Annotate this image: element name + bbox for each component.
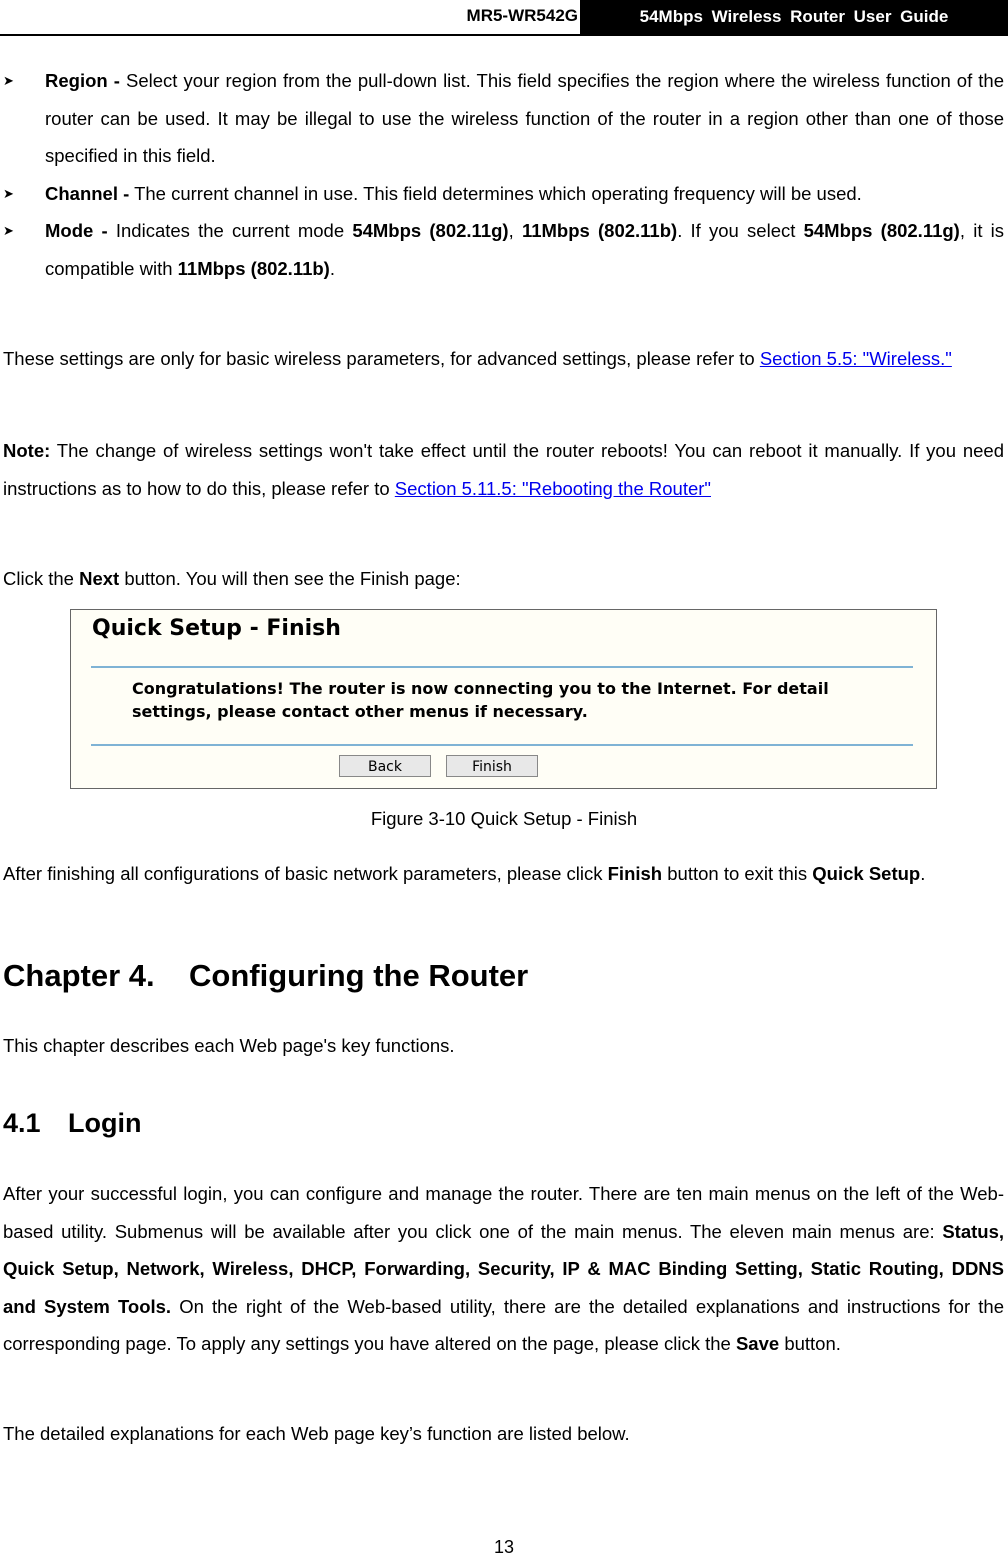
- arrow-bullet-icon: ➤: [3, 73, 14, 88]
- section-5-5-link[interactable]: Section 5.5: "Wireless.": [759, 348, 952, 369]
- header-model: MR5-WR542G: [466, 6, 578, 25]
- bullet-bold: 54Mbps (802.11g): [803, 220, 960, 241]
- bullet-text: , it is compatible with: [45, 220, 1005, 279]
- note-paragraph: [3, 432, 1004, 507]
- quick-setup-finish-figure: [70, 609, 937, 789]
- bullet-text: .: [329, 257, 335, 279]
- paragraph-text: button to exit this: [662, 863, 813, 884]
- click-next-paragraph: [3, 560, 1004, 598]
- bullet-text: The current channel in use. This field determines which operating frequency will be used.: [129, 182, 862, 204]
- section-number: 4.1: [3, 1108, 41, 1138]
- bullet-term: Channel -: [45, 182, 130, 204]
- bullet-mode: [0, 212, 1004, 287]
- paragraph-text: button. You will then see the Finish page:: [119, 568, 461, 589]
- header-rule: [0, 34, 1008, 36]
- quick-setup-term: Quick Setup: [812, 863, 921, 884]
- save-term: Save: [735, 1333, 780, 1354]
- bullet-text: Select your region from the pull-down list. This field specifies the region where the wireless function of the router can be used. It may be illegal to use the wireless function of the router in a region other than one of those specified in this field.: [45, 70, 1004, 166]
- finish-term: Finish: [607, 863, 663, 884]
- after-finish-paragraph: [3, 855, 1004, 893]
- arrow-bullet-icon: ➤: [3, 223, 14, 238]
- section-heading: [3, 1108, 141, 1139]
- note-text: The change of wireless settings won't take effect until the router reboots! You can reboot it manually. If you need instructions as to how to do this, please refer to: [3, 440, 1004, 499]
- bullet-bold: 11Mbps (802.11b): [521, 220, 678, 241]
- bullet-channel: [0, 175, 1004, 213]
- bullet-list: [0, 62, 1004, 287]
- note-label: Note:: [3, 440, 51, 461]
- bullet-term: Region -: [45, 70, 120, 91]
- bullet-text: ,: [508, 220, 522, 241]
- section-title: Login: [68, 1108, 142, 1138]
- paragraph-text: After your successful login, you can configure and manage the router. There are ten main menus on the left of the Web-based utility. Submenus will be available after you click one of the main menus. The eleven main menus are:: [3, 1183, 1004, 1242]
- figure-caption: Figure 3-10 Quick Setup - Finish: [370, 808, 638, 829]
- figure-divider: [91, 744, 913, 746]
- finish-button[interactable]: Finish: [446, 755, 538, 777]
- bullet-text: . If you select: [677, 220, 804, 241]
- bullet-bold: 11Mbps (802.11b): [177, 257, 330, 279]
- chapter-number: Chapter 4.: [3, 958, 155, 993]
- login-paragraph: [3, 1175, 1004, 1363]
- back-button[interactable]: Back: [339, 755, 431, 777]
- menu-list: Status, Quick Setup, Network, Wireless, DHCP, Forwarding, Security, IP & MAC Binding Setting, Static Routing, DDNS and System Tools.: [3, 1220, 1004, 1317]
- bullet-text: Indicates the current mode: [107, 220, 353, 241]
- paragraph-text: On the right of the Web-based utility, there are the detailed explanations and instructions for the corresponding page. To apply any settings you have altered on the page, please click the: [3, 1295, 1004, 1354]
- paragraph-text: These settings are only for basic wireless parameters, for advanced settings, please refer to: [3, 348, 760, 369]
- chapter-heading: [3, 958, 528, 994]
- header-title: 54Mbps Wireless Router User Guide: [580, 0, 1008, 34]
- basic-settings-paragraph: [3, 340, 1004, 378]
- chapter-intro: This chapter describes each Web page's key functions.: [3, 1035, 455, 1056]
- paragraph-text: Click the: [3, 568, 80, 589]
- arrow-bullet-icon: ➤: [3, 185, 14, 201]
- paragraph-text: .: [920, 863, 926, 884]
- bullet-bold: 54Mbps (802.11g): [352, 220, 509, 241]
- figure-title: Quick Setup - Finish: [92, 616, 341, 641]
- page-number: 13: [493, 1537, 515, 1557]
- last-paragraph: The detailed explanations for each Web page key’s function are listed below.: [3, 1423, 630, 1444]
- congratulations-message: Congratulations! The router is now connecting you to the Internet. For detail settings, please contact other menus if necessary.: [132, 679, 829, 721]
- next-term: Next: [79, 568, 120, 589]
- section-5-11-5-link[interactable]: Section 5.11.5: "Rebooting the Router": [394, 477, 711, 499]
- chapter-title: Configuring the Router: [189, 958, 529, 993]
- paragraph-text: After finishing all configurations of basic network parameters, please click: [3, 863, 608, 884]
- figure-divider: [91, 666, 913, 668]
- paragraph-text: button.: [779, 1333, 841, 1354]
- page-header: [0, 0, 1008, 36]
- bullet-region: [0, 62, 1004, 175]
- bullet-term: Mode -: [45, 220, 108, 241]
